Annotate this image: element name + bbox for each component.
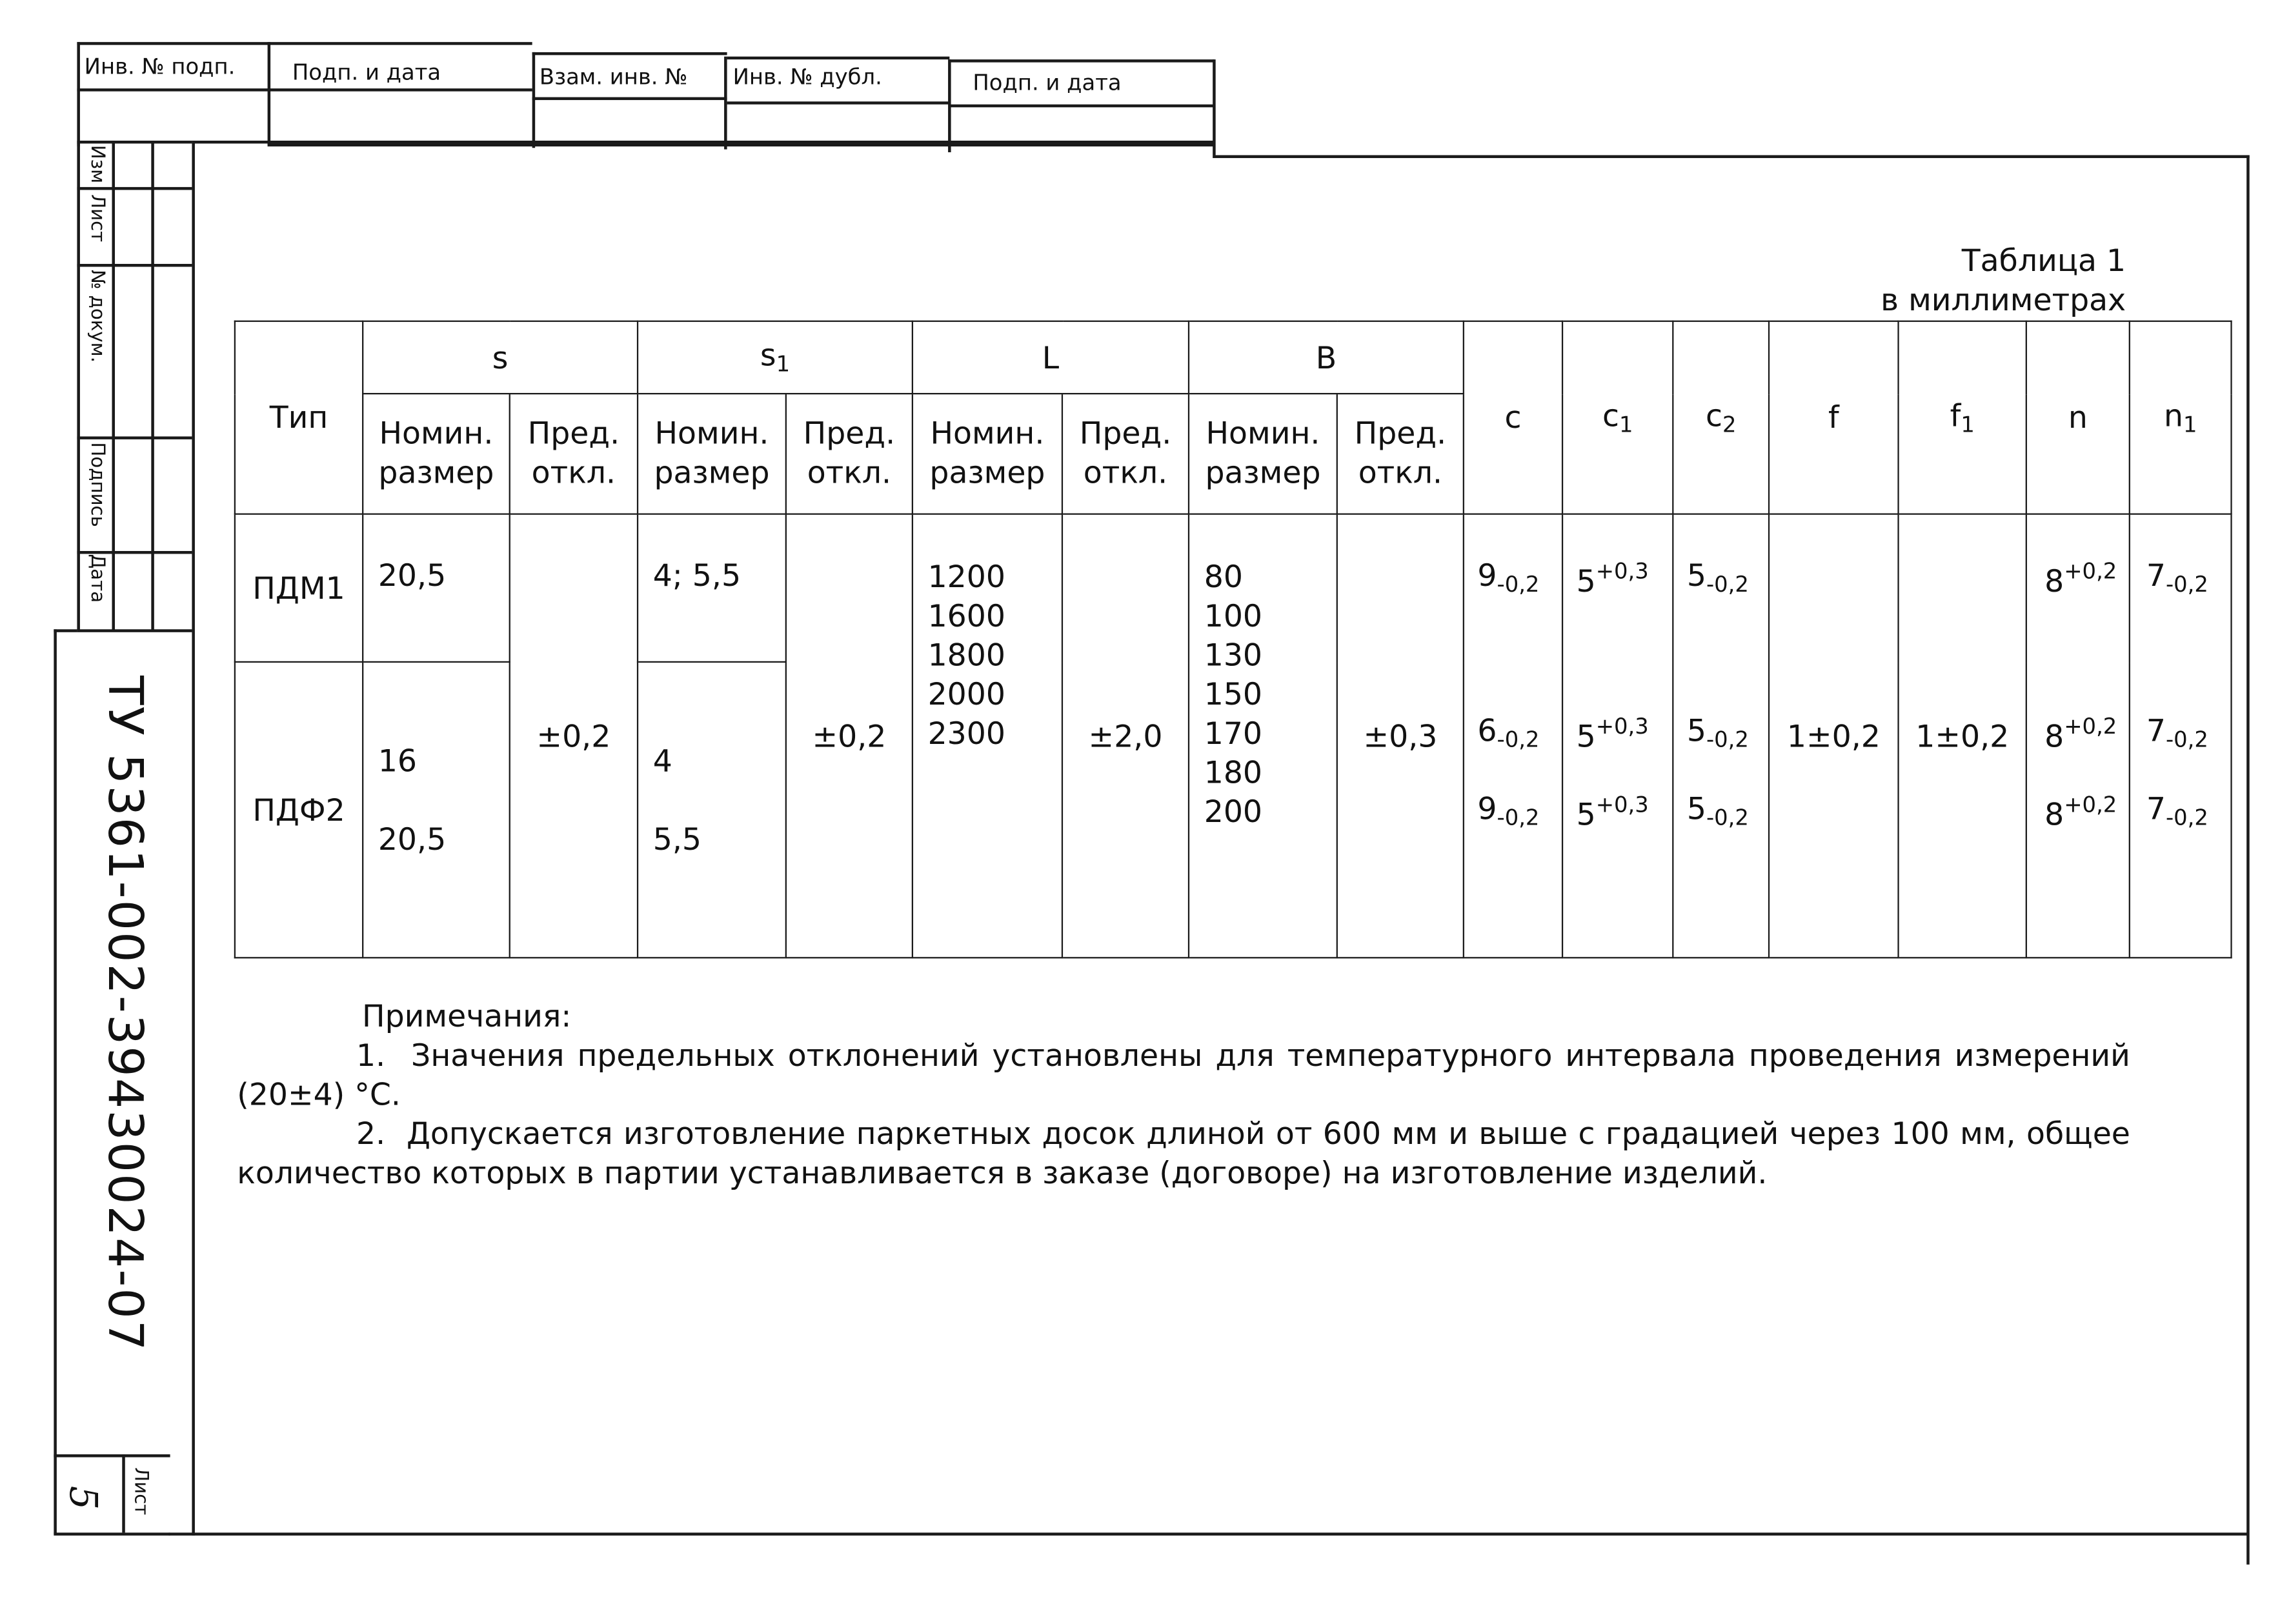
frame-line bbox=[77, 42, 532, 45]
frame-line bbox=[112, 141, 114, 631]
frame-line bbox=[151, 141, 154, 631]
notes-heading: Примечания: bbox=[362, 999, 572, 1034]
subheader-nominal: Номин. размер bbox=[1189, 394, 1337, 514]
L-value: 2000 bbox=[927, 677, 1006, 712]
sheet-label: Лист bbox=[129, 1467, 152, 1516]
frame-line bbox=[532, 52, 535, 148]
L-tolerance: ±2,0 bbox=[1062, 514, 1189, 958]
header-s1: $s_1$ bbox=[638, 321, 913, 394]
B-value: 170 bbox=[1204, 716, 1263, 752]
dimensions-table bbox=[234, 321, 2232, 959]
s1-tolerance: ±0,2 bbox=[786, 514, 913, 958]
frame-line bbox=[724, 57, 727, 150]
L-value: 1800 bbox=[927, 637, 1006, 673]
subheader-nominal: Номин. размер bbox=[913, 394, 1062, 514]
L-value: 1200 bbox=[927, 559, 1006, 595]
subheader-tolerance: Пред. откл. bbox=[1062, 394, 1189, 514]
frame-line bbox=[77, 187, 192, 190]
B-tolerance: ±0,3 bbox=[1337, 514, 1464, 958]
note-item-2: 2. Допускается изготовление паркетных досок длиной от 600 мм и выше с градацией через 100 мм, общее количество которых в партии устанавливается в заказе (договоре) на изготовление изделий. bbox=[237, 1116, 2130, 1191]
frame-line bbox=[77, 264, 192, 266]
header-n: n bbox=[2026, 321, 2130, 514]
header-type: Тип bbox=[235, 321, 363, 514]
B-value: 200 bbox=[1204, 794, 1263, 830]
header-c: c bbox=[1464, 321, 1562, 514]
header-c1: $c_1$ bbox=[1562, 321, 1673, 514]
n-values: $8^{+0,2}$ $8^{+0,2}$ $8^{+0,2}$ bbox=[2026, 514, 2130, 958]
frame-line bbox=[77, 88, 532, 91]
frame-line bbox=[54, 1532, 170, 1535]
frame-line bbox=[54, 1454, 170, 1457]
title-cell-sign-date-2: Подп. и дата bbox=[973, 69, 1122, 96]
frame-line bbox=[948, 59, 951, 152]
frame-line bbox=[727, 101, 950, 104]
header-B: B bbox=[1189, 321, 1464, 394]
frame-line bbox=[54, 629, 77, 632]
title-cell-sign-date: Подп. и дата bbox=[292, 59, 441, 86]
type-pdf2: ПДФ2 bbox=[235, 662, 363, 957]
header-f: f bbox=[1769, 321, 1899, 514]
L-value: 1600 bbox=[927, 599, 1006, 634]
c-values: $9_{-0,2}$ $6_{-0,2}$ $9_{-0,2}$ bbox=[1464, 514, 1562, 958]
frame-line bbox=[77, 551, 192, 554]
strip-label-list: Лист bbox=[85, 194, 108, 243]
type-pdm1: ПДМ1 bbox=[235, 514, 363, 662]
B-value: 150 bbox=[1204, 677, 1263, 712]
frame-line bbox=[54, 629, 56, 1534]
B-value: 80 bbox=[1204, 559, 1243, 595]
frame-line bbox=[77, 141, 192, 143]
frame-line bbox=[192, 141, 194, 1536]
frame-line bbox=[532, 97, 727, 100]
subheader-tolerance: Пред. откл. bbox=[1337, 394, 1464, 514]
f1-value: 1±0,2 bbox=[1899, 514, 2026, 958]
B-value: 100 bbox=[1204, 599, 1263, 634]
subheader-nominal: Номин. размер bbox=[363, 394, 510, 514]
s-nominal-pdm1: 20,5 bbox=[363, 514, 510, 662]
frame-line bbox=[268, 143, 1215, 146]
table-caption: Таблица 1 bbox=[1961, 243, 2126, 279]
subheader-tolerance: Пред. откл. bbox=[786, 394, 913, 514]
frame-line bbox=[949, 59, 1214, 62]
B-value: 180 bbox=[1204, 755, 1263, 790]
frame-line bbox=[122, 1454, 125, 1532]
B-nominal-list bbox=[1189, 514, 1337, 958]
header-L: L bbox=[913, 321, 1189, 394]
L-nominal-list bbox=[913, 514, 1062, 958]
strip-label-doc-no: № докум. bbox=[85, 269, 108, 363]
frame-line bbox=[727, 57, 950, 59]
sheet-number: 5 bbox=[59, 1485, 104, 1510]
L-value: 2300 bbox=[927, 716, 1006, 752]
frame-line bbox=[2246, 155, 2249, 1564]
s1-nominal-pdf2: 4 5,5 bbox=[638, 662, 786, 957]
header-s: s bbox=[363, 321, 638, 394]
note-item-1: 1. Значения предельных отклонений установлены для температурного интервала проведения измерений (20±4) °С. bbox=[237, 1038, 2130, 1112]
notes-section bbox=[237, 997, 2130, 1193]
frame-line bbox=[192, 141, 1214, 143]
table-units: в миллиметрах bbox=[1881, 283, 2126, 318]
f-value: 1±0,2 bbox=[1769, 514, 1899, 958]
header-c2: $c_2$ bbox=[1673, 321, 1769, 514]
frame-line bbox=[77, 436, 192, 439]
s1-nominal-pdm1: 4; 5,5 bbox=[638, 514, 786, 662]
frame-line bbox=[949, 105, 1214, 107]
strip-label-date: Дата bbox=[85, 554, 108, 603]
frame-line bbox=[77, 629, 192, 632]
title-cell-dup-inv: Инв. № дубл. bbox=[732, 63, 882, 90]
c1-values: $5^{+0,3}$ $5^{+0,3}$ $5^{+0,3}$ bbox=[1562, 514, 1673, 958]
document-number: ТУ 5361-002-39430024-07 bbox=[97, 676, 154, 1352]
subheader-nominal: Номин. размер bbox=[638, 394, 786, 514]
header-n1: $n_1$ bbox=[2130, 321, 2232, 514]
s-tolerance: ±0,2 bbox=[510, 514, 638, 958]
title-cell-replaced-inv: Взам. инв. № bbox=[539, 63, 688, 90]
frame-line bbox=[532, 52, 727, 55]
frame-line bbox=[77, 42, 79, 146]
strip-label-signature: Подпись bbox=[85, 442, 108, 527]
header-f1: $f_1$ bbox=[1899, 321, 2026, 514]
c2-values: $5_{-0,2}$ $5_{-0,2}$ $5_{-0,2}$ bbox=[1673, 514, 1769, 958]
frame-line bbox=[1213, 155, 2250, 157]
strip-label-izm: Изм bbox=[85, 145, 108, 184]
frame-line bbox=[268, 42, 270, 145]
frame-line bbox=[77, 141, 79, 631]
s-nominal-pdf2: 16 20,5 bbox=[363, 662, 510, 957]
B-value: 130 bbox=[1204, 637, 1263, 673]
subheader-tolerance: Пред. откл. bbox=[510, 394, 638, 514]
frame-line bbox=[168, 1532, 2248, 1535]
title-cell-inv-no: Инв. № подп. bbox=[84, 54, 236, 80]
n1-values: $7_{-0,2}$ $7_{-0,2}$ $7_{-0,2}$ bbox=[2130, 514, 2232, 958]
